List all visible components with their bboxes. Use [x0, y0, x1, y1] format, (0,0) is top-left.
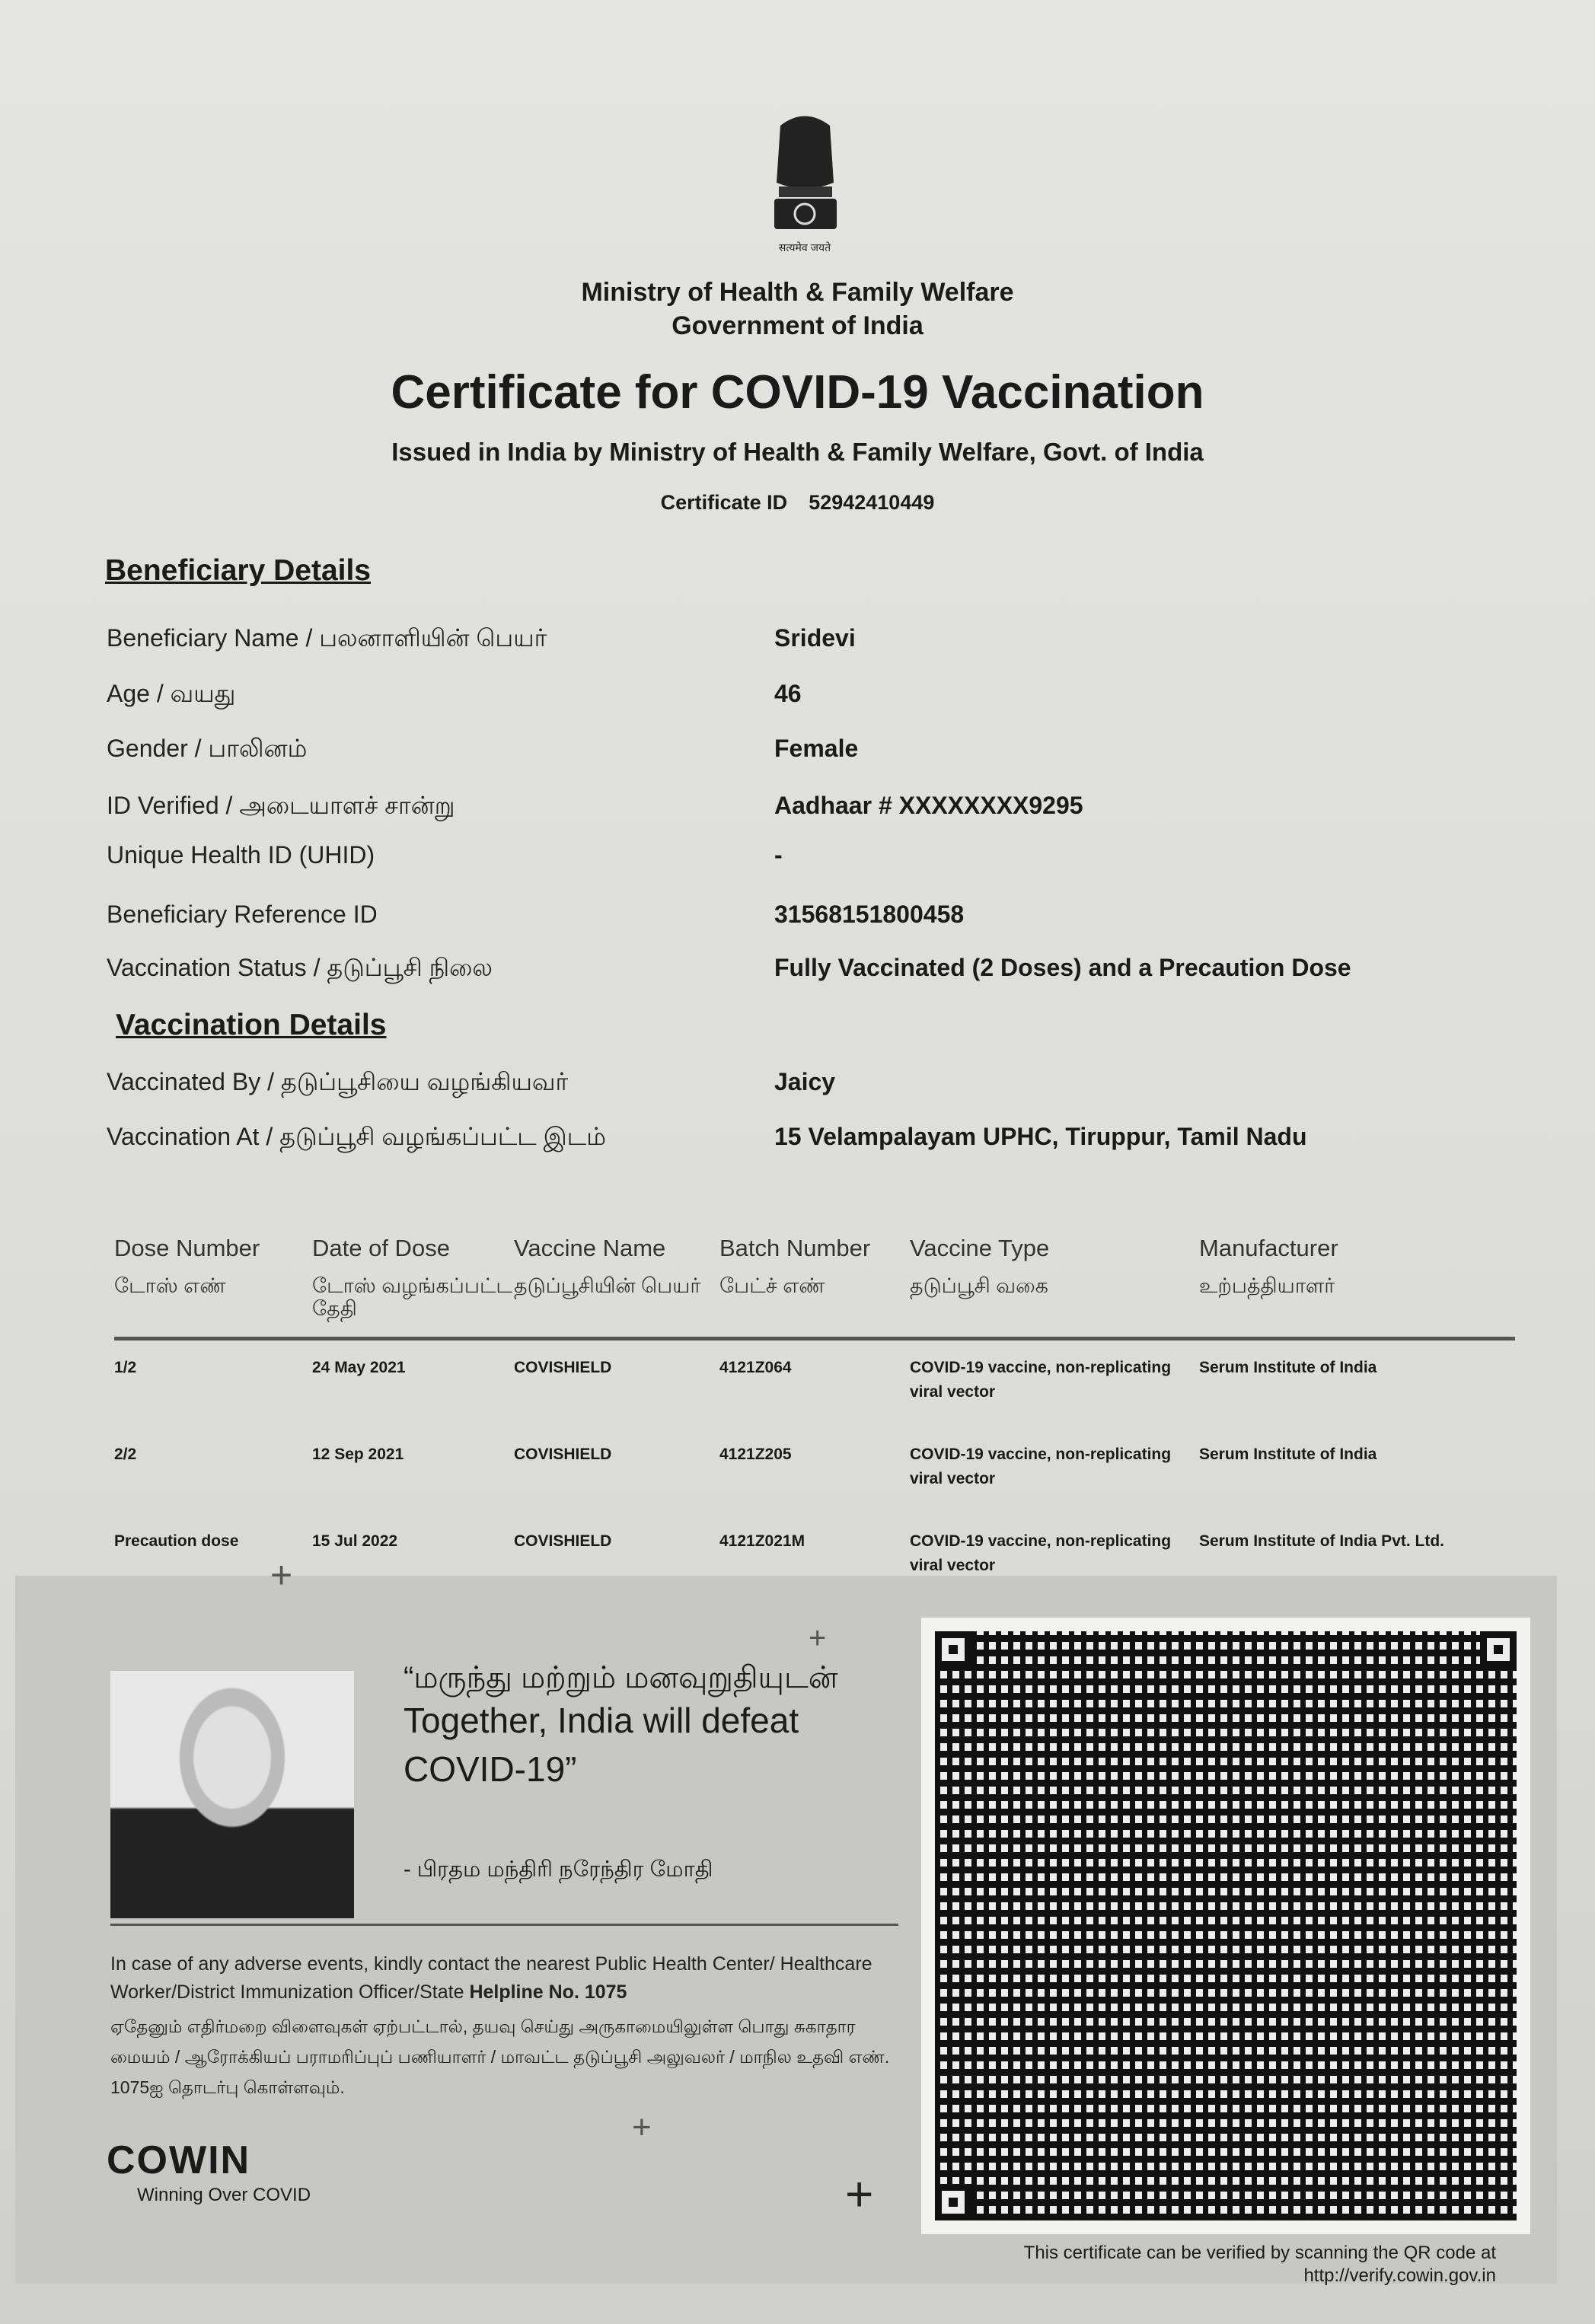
- plus-icon: +: [632, 2109, 652, 2146]
- detail-value: Fully Vaccinated (2 Doses) and a Precaution Dose: [774, 954, 1351, 981]
- table-cell: COVID-19 vaccine, non-replicating viral vector: [910, 1532, 1172, 1574]
- table-cell: Serum Institute of India Pvt. Ltd.: [1199, 1532, 1445, 1550]
- detail-value: 31568151800458: [774, 901, 965, 928]
- detail-label: Age / வயது: [107, 680, 236, 707]
- table-row: [114, 1427, 1515, 1514]
- svg-text:सत्यमेव जयते: सत्यमेव जयते: [778, 241, 831, 253]
- table-cell: COVISHIELD: [514, 1446, 612, 1463]
- divider: [110, 1924, 898, 1926]
- detail-row: [107, 901, 1553, 939]
- qr-code[interactable]: [921, 1618, 1530, 2234]
- cowin-tagline: Winning Over COVID: [137, 2185, 311, 2205]
- detail-row: [107, 792, 1553, 830]
- detail-row: [107, 1068, 1553, 1106]
- table-cell: 4121Z205: [719, 1446, 792, 1463]
- table-cell: 2/2: [114, 1446, 137, 1463]
- table-cell: COVID-19 vaccine, non-replicating viral vector: [910, 1446, 1172, 1487]
- dose-table: [114, 1233, 1515, 1601]
- ministry-heading: Ministry of Health & Family Welfare Government of India: [581, 278, 1014, 340]
- table-cell: 1/2: [114, 1359, 137, 1376]
- quote-attribution: - பிரதம மந்திரி நரேந்திர மோதி: [404, 1857, 713, 1882]
- detail-label: ID Verified / அடையாளச் சான்று: [107, 792, 455, 819]
- column-header: Manufacturer உற்பத்தியாளர்: [1199, 1233, 1515, 1339]
- table-cell: 24 May 2021: [312, 1359, 406, 1376]
- quote: “மருந்து மற்றும் மனவுறுதியுடன் Together, India will defeat COVID-19”: [404, 1661, 838, 1789]
- table-cell: COVISHIELD: [514, 1359, 612, 1376]
- detail-label: Vaccination At / தடுப்பூசி வழங்கப்பட்ட இடம்: [107, 1123, 606, 1150]
- beneficiary-heading: Beneficiary Details: [105, 554, 372, 587]
- detail-value: Female: [774, 735, 859, 762]
- advisory-english: In case of any adverse events, kindly contact the nearest Public Health Center/ Healthcare Worker/District Immunization Officer/State Helpline No. 1075: [110, 1953, 872, 2003]
- column-header: Date of Dose டோஸ் வழங்கப்பட்ட தேதி: [312, 1233, 514, 1339]
- detail-row: [107, 841, 1553, 879]
- table-cell: COVISHIELD: [514, 1532, 612, 1550]
- detail-value: Sridevi: [774, 624, 856, 652]
- detail-row: [107, 954, 1553, 992]
- detail-label: Beneficiary Reference ID: [107, 901, 378, 928]
- table-cell: Serum Institute of India: [1199, 1359, 1377, 1376]
- plus-icon: +: [270, 1554, 293, 1596]
- table-row: [114, 1339, 1515, 1428]
- column-header: Batch Number பேட்ச் எண்: [719, 1233, 910, 1339]
- detail-label: Unique Health ID (UHID): [107, 841, 375, 869]
- vaccination-heading: Vaccination Details: [116, 1009, 387, 1041]
- column-header: Vaccine Name தடுப்பூசியின் பெயர்: [514, 1233, 719, 1339]
- detail-label: Vaccinated By / தடுப்பூசியை வழங்கியவர்: [107, 1068, 569, 1095]
- pm-photo: [110, 1671, 354, 1918]
- verify-note: This certificate can be verified by scanning the QR code at http://verify.cowin.gov.in: [914, 2242, 1496, 2287]
- certificate-id: Certificate ID 52942410449: [660, 491, 935, 514]
- plus-icon: +: [845, 2166, 874, 2221]
- table-cell: Precaution dose: [114, 1532, 239, 1550]
- plus-icon: +: [809, 1621, 827, 1655]
- table-cell: COVID-19 vaccine, non-replicating viral vector: [910, 1359, 1172, 1401]
- detail-row: [107, 1123, 1553, 1161]
- table-cell: 15 Jul 2022: [312, 1532, 398, 1550]
- issued-by: Issued in India by Ministry of Health & Family Welfare, Govt. of India: [391, 438, 1204, 466]
- detail-row: [107, 624, 1553, 662]
- detail-value: Aadhaar # XXXXXXXX9295: [774, 792, 1083, 819]
- certificate-title: Certificate for COVID-19 Vaccination: [391, 366, 1204, 419]
- detail-row: [107, 735, 1553, 773]
- cowin-logo: COWIN: [107, 2138, 251, 2182]
- verify-link[interactable]: http://verify.cowin.gov.in: [1303, 2265, 1496, 2286]
- detail-value: 46: [774, 680, 802, 707]
- detail-label: Vaccination Status / தடுப்பூசி நிலை: [107, 954, 493, 981]
- detail-row: [107, 680, 1553, 718]
- national-emblem-icon: [758, 110, 853, 263]
- table-cell: 4121Z064: [719, 1359, 792, 1376]
- detail-label: Gender / பாலினம்: [107, 735, 308, 762]
- detail-label: Beneficiary Name / பலனாளியின் பெயர்: [107, 624, 547, 652]
- table-cell: 4121Z021M: [719, 1532, 805, 1550]
- detail-value: Jaicy: [774, 1068, 836, 1095]
- table-cell: Serum Institute of India: [1199, 1446, 1377, 1463]
- column-header: Dose Number டோஸ் எண்: [114, 1233, 312, 1339]
- column-header: Vaccine Type தடுப்பூசி வகை: [910, 1233, 1199, 1339]
- detail-value: -: [774, 841, 783, 869]
- detail-value: 15 Velampalayam UPHC, Tiruppur, Tamil Nadu: [774, 1123, 1307, 1150]
- advisory-tamil: ஏதேனும் எதிர்மறை விளைவுகள் ஏற்பட்டால், தயவு செய்து அருகாமையிலுள்ள பொது சுகாதார மையம் / ஆரோக்கியப் பராமரிப்புப் பணியாளர் / மாவட்ட தடுப்பூசி அலுவலர் / மாநில உதவி எண். 1075ஐ தொடர்பு கொள்ளவும்.: [110, 2016, 890, 2097]
- table-cell: 12 Sep 2021: [312, 1446, 404, 1463]
